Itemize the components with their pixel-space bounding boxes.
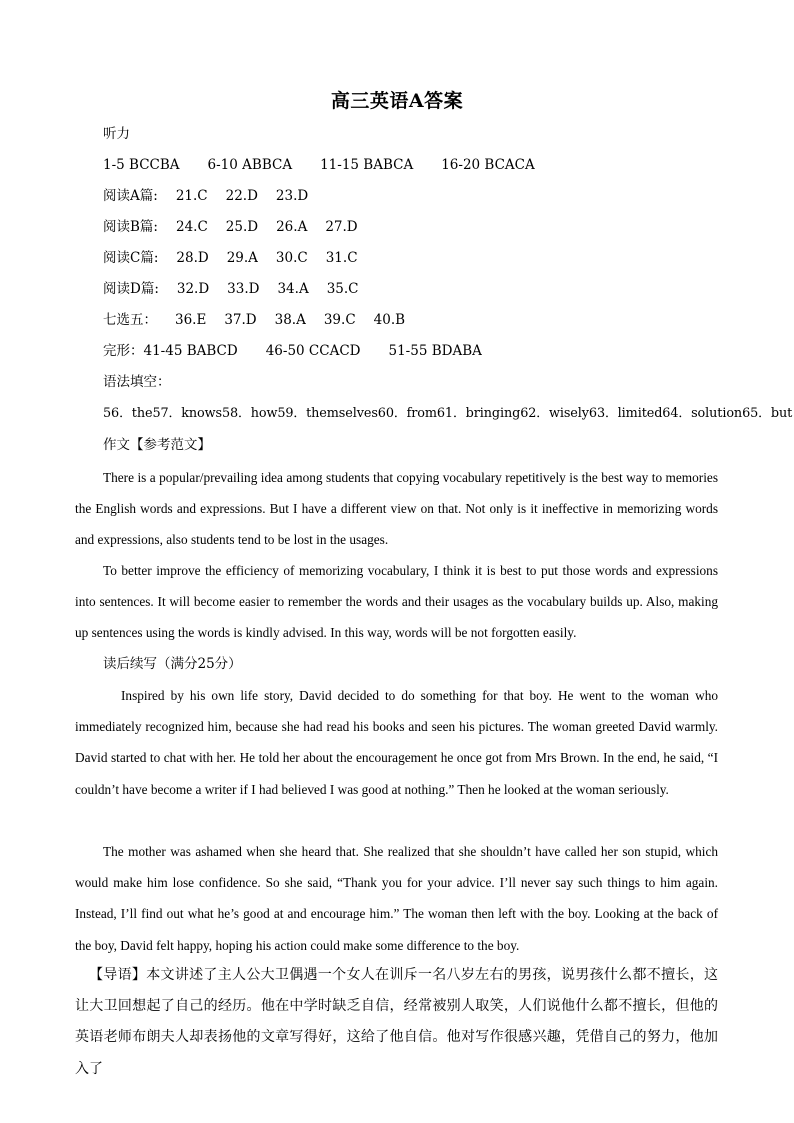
page-title: 高三英语A答案 bbox=[330, 90, 464, 112]
continuation-paragraph: The mother was ashamed when she heard that. She realized that she shouldn’t have called her son stupid, which would make him lose confidence. So she said, “Thank you for your advice. I’ll never say such things to him again. Instead, I’ll find out what he’s good at and encourage him.” The woman then left with the boy. Looking at the back of the boy, David felt happy, hoping his action could make some difference to the boy. bbox=[75, 844, 718, 953]
seven-choose-five-label: 七选五： bbox=[103, 312, 157, 328]
reading-answer: 29.A bbox=[226, 250, 258, 266]
writing-paragraph: There is a popular/prevailing idea among students that copying vocabulary repetitively is the best way to memories the English words and expressions. But I have a different view on that. Not only is it ineffective in memorizing words and expressions, also students tend to be lost in the usages. bbox=[75, 470, 718, 548]
grammar-answers: 56．the57．knows58．how59．themselves60．from61．bringing62．wisely63．limited64．solution65．but bbox=[103, 406, 793, 421]
cloze-group: 51-55 BDABA bbox=[388, 343, 482, 359]
reading-b-row bbox=[103, 217, 358, 237]
listening-group: 6-10 ABBCA bbox=[207, 157, 293, 173]
reading-answer: 34.A bbox=[277, 281, 309, 297]
reading-d-row bbox=[103, 279, 359, 299]
continuation-paragraph: Inspired by his own life story, David decided to do something for that boy. He went to the woman who immediately recognized him, because she had read his books and seen his pictures. The woman greeted David warmly. David started to chat with her. He told her about the encouragement he once got from Mrs Brown. In the end, he said, “I couldn’t have become a writer if I had believed I was good at nothing.” Then he looked at the woman seriously. bbox=[75, 688, 718, 797]
reading-answer: 25.D bbox=[225, 219, 259, 235]
continuation-label: 读后续写（满分25分） bbox=[103, 656, 242, 672]
reading-label: 阅读B篇: bbox=[103, 219, 158, 235]
reading-answer: 21.C bbox=[175, 188, 208, 204]
reading-answer: 23.D bbox=[275, 188, 309, 204]
seven-answer: 38.A bbox=[274, 312, 306, 328]
reading-answer: 31.C bbox=[325, 250, 358, 266]
listening-group: 11-15 BABCA bbox=[320, 157, 414, 173]
guide-paragraph: 【导语】本文讲述了主人公大卫偶遇一个女人在训斥一名八岁左右的男孩，说男孩什么都不擅长，这让大卫回想起了自己的经历。他在中学时缺乏自信，经常被别人取笑，人们说他什么都不擅长，但他的英语老师布朗夫人却表扬他的文章写得好，这给了他自信。他对写作很感兴趣，凭借自己的努力，他加入了 bbox=[75, 967, 718, 1077]
writing-paragraph: To better improve the efficiency of memorizing vocabulary, I think it is best to put those words and expressions into sentences. It will become easier to remember the words and their usages as the vocabulary builds up. Also, making up sentences using the words is kindly advised. In this way, words will be not forgotten easily. bbox=[75, 563, 718, 641]
reading-answer: 30.C bbox=[275, 250, 308, 266]
reading-answer: 28.D bbox=[176, 250, 209, 266]
reading-a-row bbox=[103, 186, 308, 206]
listening-answers bbox=[103, 155, 535, 175]
seven-answer: 40.B bbox=[373, 312, 406, 328]
listening-label: 听力 bbox=[103, 126, 130, 142]
cloze-group: 46-50 CCACD bbox=[265, 343, 361, 359]
reading-answer: 32.D bbox=[176, 281, 210, 297]
reading-answer: 24.C bbox=[175, 219, 208, 235]
reading-c-row bbox=[103, 248, 358, 268]
reading-label: 阅读A篇: bbox=[103, 188, 158, 204]
reading-answer: 26.A bbox=[276, 219, 308, 235]
listening-group: 1-5 BCCBA bbox=[103, 157, 180, 173]
seven-choose-five-row bbox=[103, 310, 405, 330]
reading-answer: 27.D bbox=[325, 219, 358, 235]
writing-label: 作文【参考范文】 bbox=[103, 437, 211, 453]
seven-answer: 39.C bbox=[323, 312, 356, 328]
reading-answer: 33.D bbox=[227, 281, 260, 297]
cloze-label: 完形：41-45 BABCD bbox=[103, 343, 238, 359]
reading-answer: 35.C bbox=[326, 281, 359, 297]
seven-answer: 37.D bbox=[224, 312, 257, 328]
listening-group: 16-20 BCACA bbox=[441, 157, 535, 173]
reading-label: 阅读C篇: bbox=[103, 250, 159, 266]
seven-answer: 36.E bbox=[175, 312, 207, 328]
cloze-row bbox=[103, 341, 482, 361]
reading-label: 阅读D篇: bbox=[103, 281, 159, 297]
reading-answer: 22.D bbox=[225, 188, 258, 204]
grammar-label: 语法填空： bbox=[103, 374, 171, 390]
